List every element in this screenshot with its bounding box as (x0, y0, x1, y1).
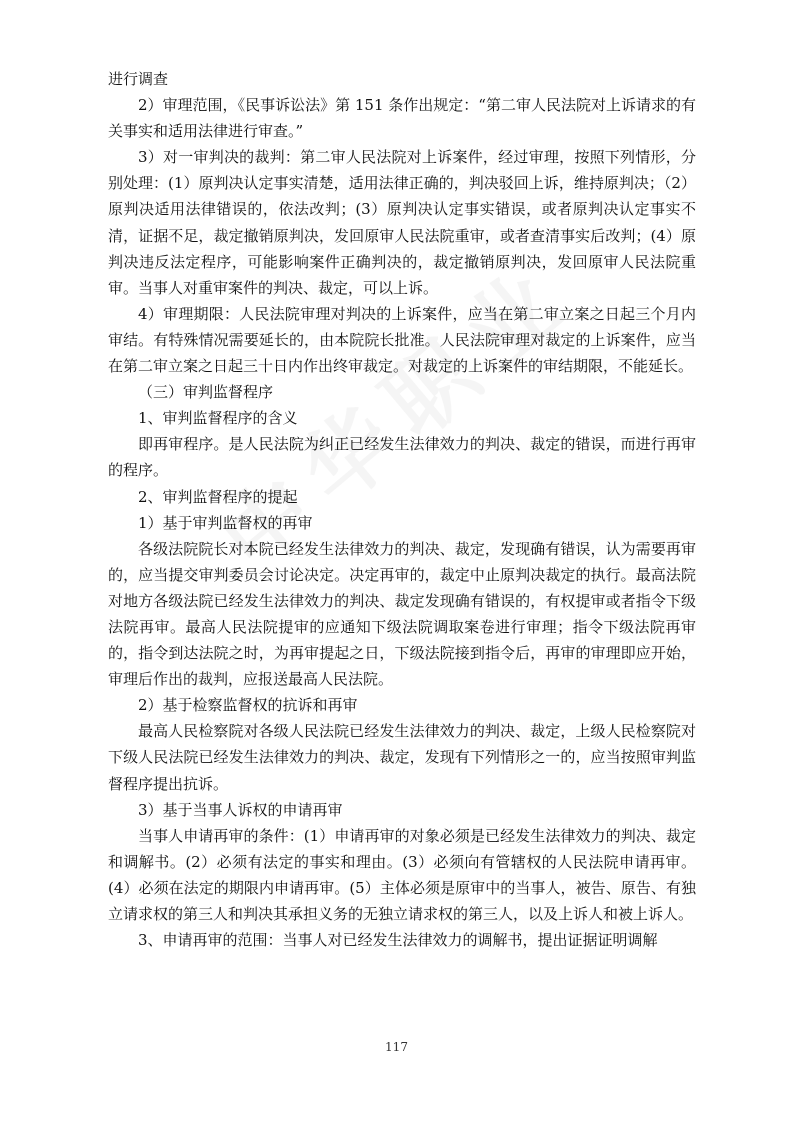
page-number: 117 (385, 1040, 408, 1054)
subsection-heading: 3、申请再审的范围：当事人对已经发生法律效力的调解书，提出证据证明调解 (138, 931, 658, 950)
item-heading: 3）基于当事人诉权的申请再审 (138, 800, 343, 819)
document-body (108, 66, 696, 953)
paragraph: 3）对一审判决的裁判：第二审人民法院对上诉案件，经过审理，按照下列情形，分别处理：(1）原判决认定事实清楚，适用法律正确的，判决驳回上诉，维持原判决；（2）原判决适用法律错误的，依法改判；(3）原判决认定事实错误，或者原判决认定事实不清，证据不足，裁定撤销原判决，发回原审人民法院重审，或者查清事实后改判；(4）原判决违反法定程序，可能影响案件正确判决的，裁定撤销原判决，发回原审人民法院重审。当事人对重审案件的判决、裁定，可以上诉。 (108, 148, 696, 297)
paragraph: 当事人申请再审的条件：(1）申请再审的对象必须是已经发生法律效力的判决、裁定和调解书。(2）必须有法定的事实和理由。(3）必须向有管辖权的人民法院申请再审。(4）必须在法定的期限内申请再审。(5）主体必须是原审中的当事人，被告、原告、有独立请求权的第三人和判决其承担义务的无独立请求权的第三人，以及上诉人和被上诉人。 (108, 826, 696, 923)
subsection-heading: 1、审判监督程序的含义 (138, 409, 298, 428)
item-heading: 1）基于审判监督权的再审 (138, 513, 313, 532)
paragraph: 最高人民检察院对各级人民法院已经发生法律效力的判决、裁定，上级人民检察院对下级人民法院已经发生法律效力的判决、裁定，发现有下列情形之一的，应当按照审判监督程序提出抗诉。 (108, 722, 696, 793)
item-heading: 2）基于检察监督权的抗诉和再审 (138, 696, 358, 715)
paragraph: 各级法院院长对本院已经发生法律效力的判决、裁定，发现确有错误，认为需要再审的，应当提交审判委员会讨论决定。决定再审的，裁定中止原判决裁定的执行。最高法院对地方各级法院已经发生法律效力的判决、裁定发现确有错误的，有权提审或者指令下级法院再审。最高人民法院提审的应通知下级法院调取案卷进行审理；指令下级法院再审的，指令到达法院之时，为再审提起之日，下级法院接到指令后，再审的审理即应开始，审理后作出的裁判，应报送最高人民法院。 (108, 539, 696, 689)
paragraph: 4）审理期限：人民法院审理对判决的上诉案件，应当在第二审立案之日起三个月内审结。有特殊情况需要延长的，由本院院长批准。人民法院审理对裁定的上诉案件，应当在第二审立案之日起三十日内作出终审裁定。对裁定的上诉案件的审结期限，不能延长。 (108, 304, 696, 376)
paragraph: 即再审程序。是人民法院为纠正已经发生法律效力的判决、裁定的错误，而进行再审的程序。 (108, 435, 696, 480)
section-heading: （三）审判监督程序 (138, 383, 274, 402)
paragraph: 进行调查 (108, 70, 169, 88)
paragraph: 2）审理范围，《民事诉讼法》第 151 条作出规定：“第二审人民法院对上诉请求的有关事实和适用法律进行审查。” (108, 96, 696, 141)
subsection-heading: 2、审判监督程序的提起 (138, 487, 298, 506)
